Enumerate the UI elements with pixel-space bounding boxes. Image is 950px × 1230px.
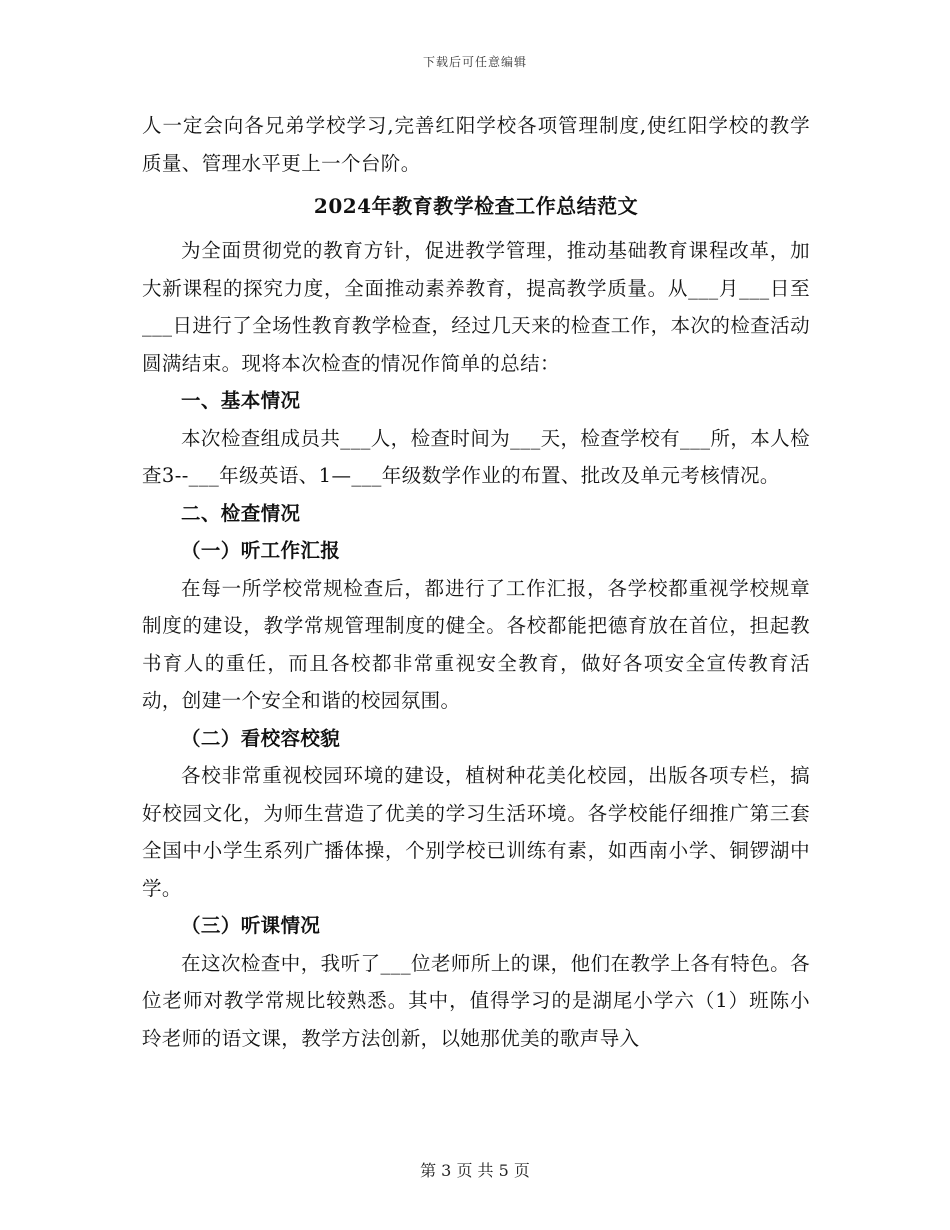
subsection-heading-lessons: （三）听课情况 [181,914,321,937]
paragraph-purpose: 为全面贯彻党的教育方针，促进教学管理，推动基础教育课程改革，加大新课程的探究力度，全面推动素养教育，提高教学质量。从___月___日至___日进行了全场性教育教学检查，经过几天来的检查工作，本次的检查活动圆满结束。现将本次检查的情况作简单的总结： [142,239,810,375]
paragraph-report: 在每一所学校常规检查后，都进行了工作汇报，各学校都重视学校规章制度的建设，教学常规管理制度的健全。各校都能把德育放在首位，担起教书育人的重任，而且各校都非常重视安全教育，做好各项安全宣传教育活动，创建一个安全和谐的校园氛围。 [142,576,810,712]
subsection-heading-campus: （二）看校容校貌 [181,726,341,750]
intro-paragraph: 人一定会向各兄弟学校学习,完善红阳学校各项管理制度,使红阳学校的教学质量、管理水平更上一个台阶。 [142,114,810,175]
section-heading-inspection: 二、检查情况 [181,501,301,525]
document-title: 2024年教育教学检查工作总结范文 [313,194,639,218]
page-header-note: 下载后可任意编辑 [422,55,527,69]
page-number: 第 3 页 共 5 页 [420,1161,530,1180]
document-body [142,107,810,1057]
paragraph-campus: 各校非常重视校园环境的建设，植树种花美化校园，出版各项专栏，搞好校园文化，为师生营造了优美的学习生活环境。各学校能仔细推广第三套全国中小学生系列广播体操，个别学校已训练有素，如西南小学、铜锣湖中学。 [142,764,810,900]
section-heading-basic: 一、基本情况 [181,389,301,412]
paragraph-lessons: 在这次检查中，我听了___位老师所上的课，他们在教学上各有特色。各位老师对教学常规比较熟悉。其中，值得学习的是湖尾小学六（1）班陈小玲老师的语文课，教学方法创新，以她那优美的歌声导入 [142,951,810,1050]
subsection-heading-report: （一）听工作汇报 [181,539,341,562]
paragraph-basic: 本次检查组成员共___人，检查时间为___天，检查学校有___所，本人检查3--___年级英语、1—___年级数学作业的布置、批改及单元考核情况。 [142,426,810,487]
